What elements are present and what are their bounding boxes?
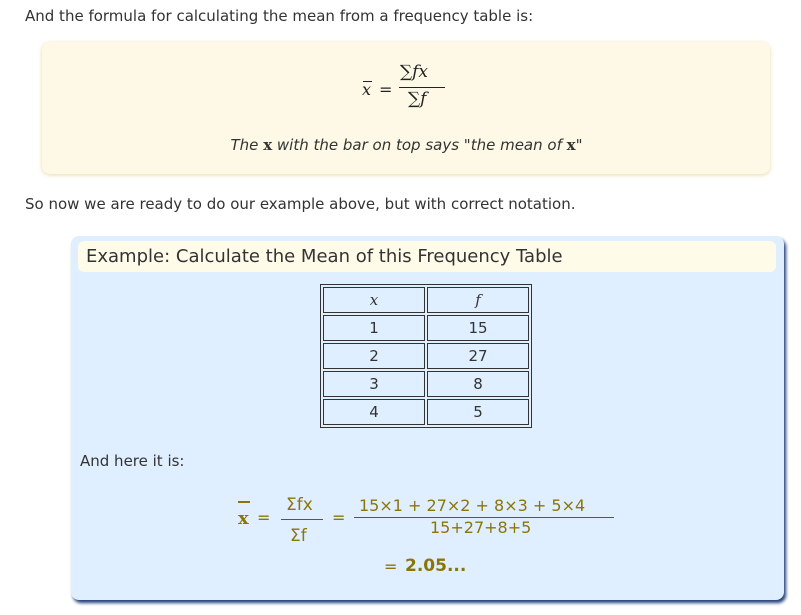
- table-cell: 2: [323, 343, 425, 369]
- table-cell: 1: [323, 315, 425, 341]
- formula-equals: =: [379, 80, 393, 99]
- table-cell: 3: [323, 371, 425, 397]
- example-title: Example: Calculate the Mean of this Frequency Table: [78, 241, 776, 272]
- formula-numerator: ∑fx: [400, 62, 429, 82]
- table-cell: 4: [323, 399, 425, 425]
- calc-result: 2.05...: [405, 556, 467, 576]
- calc-denominator: Σf: [290, 526, 307, 546]
- formula-denominator: ∑f: [408, 89, 427, 109]
- table-header-row: [323, 287, 529, 313]
- table-cell: 27: [427, 343, 529, 369]
- table-row: [323, 315, 529, 341]
- table-cell: 8: [427, 371, 529, 397]
- calc-result-equals: =: [384, 557, 398, 576]
- calc-equals: =: [257, 508, 271, 527]
- calc-numerator: Σfx: [286, 495, 313, 515]
- calc-expanded-denominator: 15+27+8+5: [430, 518, 532, 537]
- calc-fraction-line: [281, 519, 323, 520]
- calc-equals-2: =: [332, 508, 346, 527]
- calc-x-bar-symbol: x: [238, 508, 249, 529]
- table-cell: 5: [427, 399, 529, 425]
- intro-text: And the formula for calculating the mean from a frequency table is:: [25, 7, 534, 25]
- formula-fraction-line: [399, 87, 445, 88]
- column-header-x: x: [323, 287, 425, 313]
- frequency-table: [320, 284, 532, 428]
- calc-expanded-numerator: 15×1 + 27×2 + 8×3 + 5×4: [359, 496, 586, 515]
- mean-formula: [362, 62, 452, 114]
- x-bar-symbol: x: [362, 80, 372, 99]
- table-row: [323, 343, 529, 369]
- formula-caption: The x with the bar on top says "the mean of x": [230, 136, 583, 154]
- table-cell: 15: [427, 315, 529, 341]
- transition-text: So now we are ready to do our example above, but with correct notation.: [25, 195, 576, 213]
- table-row: [323, 399, 529, 425]
- here-text: And here it is:: [80, 452, 185, 470]
- column-header-f: f: [427, 287, 529, 313]
- table-row: [323, 371, 529, 397]
